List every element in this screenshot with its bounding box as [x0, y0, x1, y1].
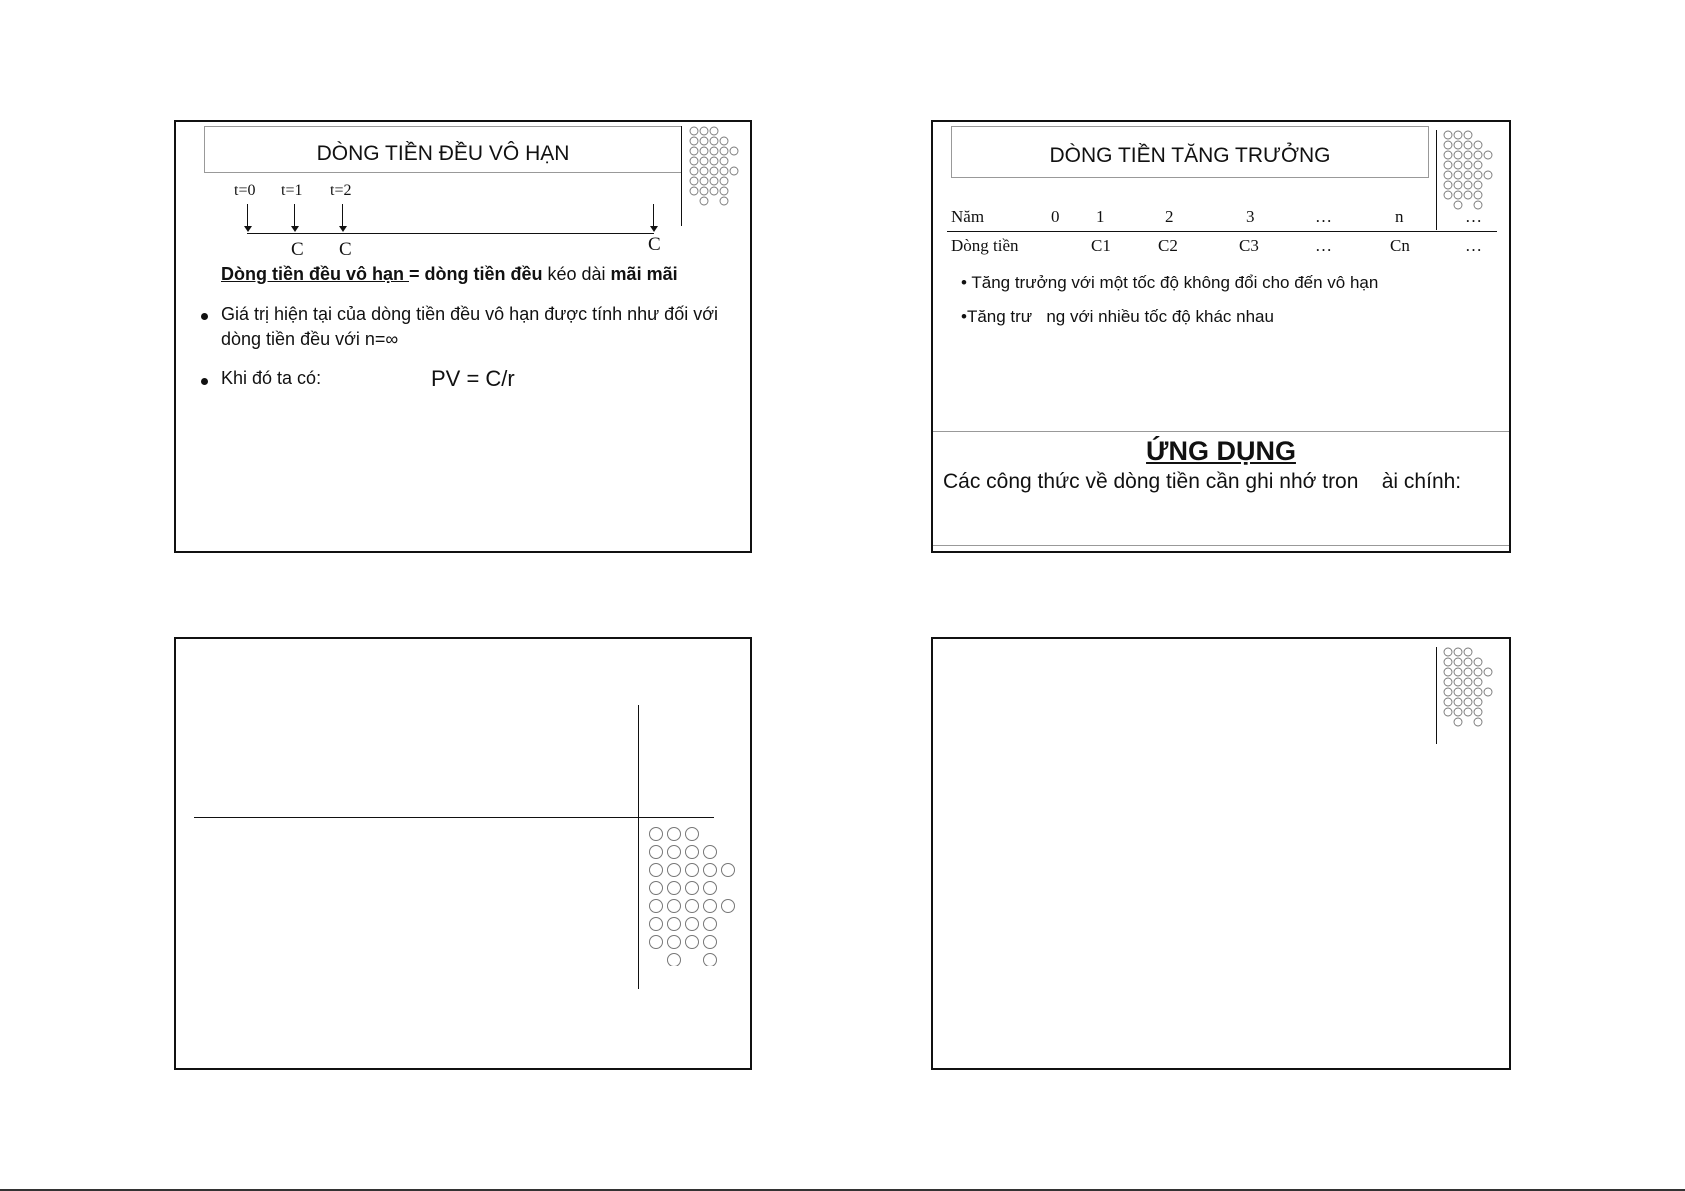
definition-equals: =	[409, 264, 425, 284]
table-row-cashflow	[933, 236, 1513, 256]
slide-title-box	[951, 126, 1429, 178]
table-cell: 2	[1165, 207, 1174, 226]
slide-perpetuity	[174, 120, 752, 553]
cash-label-2: C	[339, 239, 352, 260]
table-cell: C3	[1239, 236, 1259, 255]
definition-mid: kéo dài	[542, 264, 611, 284]
table-cell: Dòng tiền	[951, 236, 1019, 255]
application-section	[933, 431, 1509, 546]
table-cell: …	[1465, 236, 1482, 255]
slide-title: DÒNG TIỀN ĐỀU VÔ HẠN	[316, 142, 570, 165]
table-cell: Năm	[951, 207, 985, 226]
definition-bold2: mãi mãi	[610, 264, 678, 284]
horizontal-divider	[194, 817, 714, 818]
cash-label-1: C	[291, 239, 304, 260]
table-cell: 0	[1051, 207, 1060, 226]
table-cell: C1	[1091, 236, 1111, 255]
table-rule	[947, 231, 1497, 232]
dot-pattern-icon	[648, 826, 738, 966]
application-text: Các công thức về dòng tiền cần ghi nhớ tron ài chính:	[943, 470, 1462, 493]
title-divider	[681, 126, 682, 226]
table-cell: …	[1315, 236, 1332, 255]
timeline-arrow-n	[653, 204, 654, 230]
dot-pattern-icon	[1442, 130, 1498, 214]
definition-term: Dòng tiền đều vô hạn	[221, 264, 409, 284]
bullet-text-1: Giá trị hiện tại của dòng tiền đều vô hạn được tính như đối với dòng tiền đều với n=∞	[221, 304, 719, 349]
dot-pattern-icon	[1442, 647, 1498, 731]
table-cell: …	[1465, 207, 1482, 226]
slide-blank	[931, 637, 1511, 1070]
slide-blank-section	[174, 637, 752, 1070]
bullet-dot	[201, 378, 208, 385]
slide-title-box	[204, 126, 682, 173]
time-label-t0: t=0	[234, 182, 256, 199]
table-cell: n	[1395, 207, 1404, 226]
definition-line	[221, 264, 678, 285]
table-cell: …	[1315, 207, 1332, 226]
definition-bold1: dòng tiền đều	[424, 264, 543, 284]
vertical-divider	[638, 705, 639, 989]
formula: PV = C/r	[431, 366, 515, 391]
table-cell: C2	[1158, 236, 1178, 255]
time-label-t2: t=2	[330, 182, 352, 199]
vertical-divider	[1436, 647, 1437, 744]
timeline-arrow-1	[294, 204, 295, 230]
growth-bullet-1: • Tăng trưởng với một tốc độ không đổi cho đến vô hạn	[961, 273, 1379, 292]
table-cell: Cn	[1390, 236, 1410, 255]
dot-pattern-icon	[688, 126, 744, 210]
table-cell: 3	[1246, 207, 1255, 226]
bullet-text-2: Khi đó ta có:	[221, 368, 322, 388]
table-cell: 1	[1096, 207, 1105, 226]
cash-label-n: C	[648, 234, 661, 255]
timeline-axis	[247, 233, 654, 234]
time-label-t1: t=1	[281, 182, 303, 199]
timeline-arrow-2	[342, 204, 343, 230]
growth-bullet-2: •Tăng trư ng với nhiều tốc độ khác nhau	[961, 307, 1274, 326]
slide-growing-cash-flow	[931, 120, 1511, 553]
table-row-year	[933, 207, 1513, 227]
bullet-dot	[201, 313, 208, 320]
slide-title: DÒNG TIỀN TĂNG TRƯỞNG	[1049, 144, 1331, 167]
timeline-arrow-0	[247, 204, 248, 230]
application-title: ỨNG DỤNG	[1146, 436, 1296, 466]
